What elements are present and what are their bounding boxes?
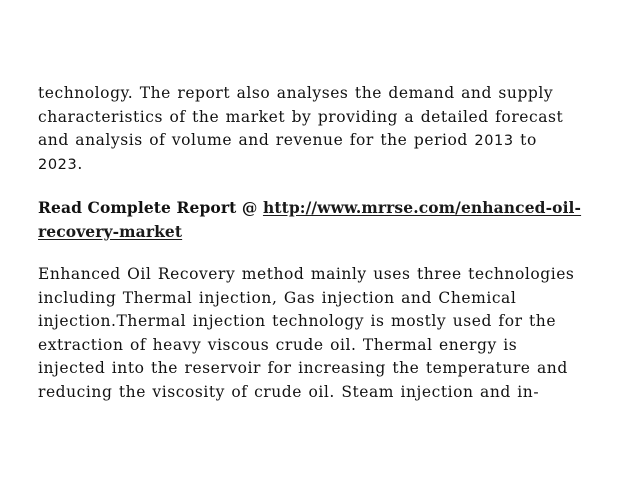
report-link-label: Read Complete Report @ [38,198,263,217]
paragraph-line [38,153,608,177]
paragraph-line [38,129,608,153]
spacer [38,176,608,196]
paragraph-intro [38,82,608,176]
paragraph-line: Enhanced Oil Recovery method mainly uses three technologies [38,265,575,283]
report-link-line [38,220,608,244]
document-page [38,82,608,404]
paragraph-line: injection.Thermal injection technology is mostly used for the [38,312,557,330]
paragraph-line: including Thermal injection, Gas injection and Chemical [38,288,517,307]
end-year: 2023 [38,156,78,173]
paragraph-text: to [513,131,537,149]
paragraph-eor [38,263,608,404]
paragraph-text: . [77,154,83,173]
paragraph-line: extraction of heavy viscous crude oil. Thermal energy is [38,335,518,354]
paragraph-line: characteristics of the market by providing a detailed forecast [38,107,564,126]
report-link-block [38,196,608,243]
spacer [38,243,608,263]
paragraph-line: reducing the viscosity of crude oil. Steam injection and in- [38,382,540,401]
start-year: 2013 [474,133,514,149]
report-link[interactable]: http://www.mrrse.com/enhanced-oil- [262,198,582,217]
paragraph-line: technology. The report also analyses the demand and supply [38,84,554,102]
paragraph-text: and analysis of volume and revenue for the period [38,131,475,149]
paragraph-line: injected into the reservoir for increasing the temperature and [38,359,568,377]
report-link-line [38,196,608,220]
report-link-continued[interactable]: recovery-market [38,221,183,241]
